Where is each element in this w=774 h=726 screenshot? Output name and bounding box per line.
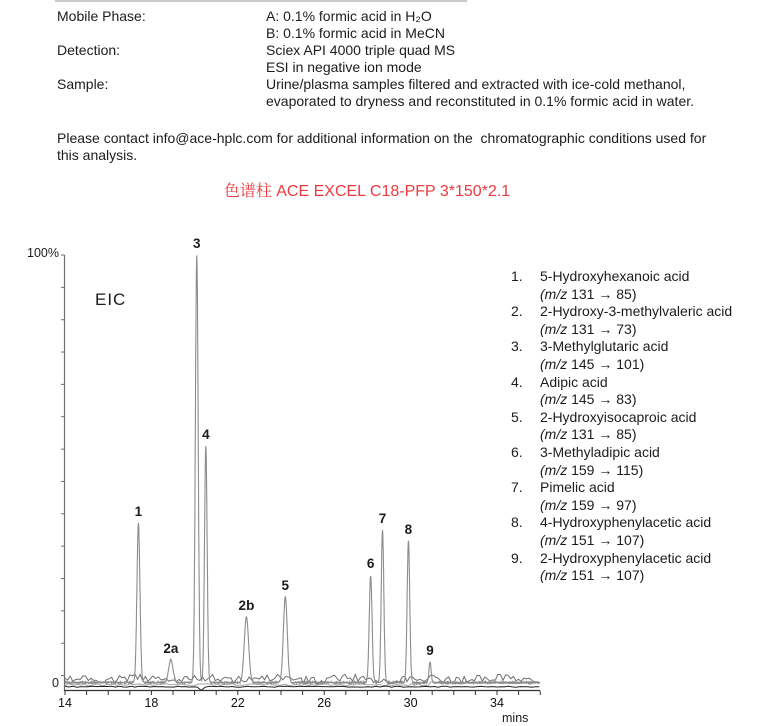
legend-mz-transition: [540, 391, 636, 407]
trace-dark: [65, 686, 539, 690]
legend-mz-transition: [540, 356, 644, 372]
list-item: [511, 444, 773, 479]
detection-label: Detection:: [57, 42, 121, 58]
peak-label-1: 1: [134, 504, 143, 520]
y-axis-top-label: 100%: [27, 246, 59, 260]
legend-compound-name: 3-Methylglutaric acid: [540, 338, 669, 355]
y-axis-bottom-label: 0: [52, 676, 59, 690]
contact-note-line-2: this analysis.: [57, 147, 138, 163]
list-item: [511, 550, 773, 585]
peak-legend: [511, 268, 773, 585]
legend-entry: [540, 409, 773, 444]
trace-peaks: [65, 255, 540, 683]
mz-values: 131 → 85): [567, 426, 637, 443]
mz-italic: (m/z: [540, 355, 568, 372]
peak-label-2a: 2a: [163, 640, 179, 656]
legend-number: 4.: [511, 373, 523, 390]
mobile-phase-a: A: 0.1% formic acid in H₂O: [266, 8, 432, 24]
legend-compound-name: 2-Hydroxyisocaproic acid: [540, 408, 697, 425]
peak-label-5: 5: [281, 578, 290, 594]
legend-entry: [540, 338, 773, 373]
legend-mz-transition: [540, 286, 636, 302]
column-title: 色谱柱 ACE EXCEL C18-PFP 3*150*2.1: [223, 183, 511, 200]
legend-mz-transition: [540, 497, 636, 513]
x-axis-tick-label: 30: [403, 696, 418, 710]
mz-italic: (m/z: [540, 391, 568, 408]
mz-italic: (m/z: [540, 461, 568, 478]
list-item: [511, 374, 773, 409]
mz-italic: (m/z: [540, 285, 568, 302]
x-axis-unit-label: mins: [502, 711, 529, 725]
list-item: [511, 479, 773, 514]
legend-compound-name: Adipic acid: [540, 373, 608, 390]
mz-values: 145 → 83): [567, 391, 637, 408]
mz-italic: (m/z: [540, 567, 568, 584]
x-axis-tick-label: 14: [58, 696, 72, 710]
x-axis-tick-label: 22: [230, 696, 245, 710]
legend-entry: [540, 444, 773, 479]
peak-label-2b: 2b: [238, 597, 255, 613]
mz-values: 159 → 97): [567, 496, 637, 513]
legend-compound-name: 5-Hydroxyhexanoic acid: [540, 268, 690, 284]
legend-entry: [540, 479, 773, 514]
mobile-phase-label: Mobile Phase:: [57, 8, 146, 24]
mz-italic: (m/z: [540, 496, 568, 513]
peak-label-4: 4: [202, 426, 210, 442]
mz-values: 151 → 107): [567, 531, 645, 548]
peak-label-8: 8: [404, 521, 413, 537]
peak-label-9: 9: [426, 643, 434, 659]
mobile-phase-b: B: 0.1% formic acid in MeCN: [266, 25, 445, 41]
legend-compound-name: Pimelic acid: [540, 479, 615, 496]
list-item: [511, 514, 773, 549]
legend-number: 7.: [511, 479, 523, 496]
detection-mode: ESI in negative ion mode: [266, 59, 422, 75]
legend-number: 9.: [511, 549, 523, 566]
list-item: [511, 268, 773, 303]
mz-italic: (m/z: [540, 426, 568, 443]
sample-line-2: evaporated to dryness and reconstituted in 0.1% formic acid in water.: [266, 93, 695, 109]
list-item: [511, 303, 773, 338]
legend-entry: [540, 374, 773, 409]
legend-entry: [540, 514, 773, 549]
detection-instrument: Sciex API 4000 triple quad MS: [266, 42, 456, 58]
peak-label-3: 3: [192, 236, 201, 251]
legend-mz-transition: [540, 321, 636, 337]
x-axis-tick-label: 18: [144, 696, 159, 710]
mz-values: 159 → 115): [567, 461, 644, 478]
legend-compound-name: 2-Hydroxy-3-methylvaleric acid: [540, 303, 733, 320]
legend-compound-name: 3-Methyladipic acid: [540, 443, 660, 460]
legend-mz-transition: [540, 426, 636, 442]
sample-line-1: Urine/plasma samples filtered and extracted with ice-cold methanol,: [266, 76, 686, 92]
legend-mz-transition: [540, 532, 644, 548]
legend-entry: [540, 268, 773, 303]
mz-italic: (m/z: [540, 320, 568, 337]
series-label-eic: EIC: [95, 290, 127, 309]
x-axis-tick-label: 26: [317, 696, 332, 710]
peak-label-6: 6: [366, 556, 375, 572]
mz-italic: (m/z: [540, 531, 568, 548]
legend-entry: [540, 303, 773, 338]
contact-note-line-1: Please contact info@ace-hplc.com for additional information on the chromatographic conditions used for: [57, 130, 707, 146]
sample-label: Sample:: [57, 76, 109, 92]
mz-values: 151 → 107): [567, 567, 645, 584]
legend-compound-name: 4-Hydroxyphenylacetic acid: [540, 514, 712, 531]
list-item: [511, 338, 773, 373]
mz-values: 131 → 73): [567, 320, 637, 337]
legend-mz-transition: [540, 567, 644, 583]
legend-number: 3.: [511, 338, 523, 355]
x-axis-tick-label: 34: [490, 696, 504, 710]
legend-number: 8.: [511, 514, 523, 531]
legend-number: 2.: [511, 303, 523, 320]
legend-number: 1.: [511, 268, 523, 284]
legend-number: 5.: [511, 408, 523, 425]
legend-compound-name: 2-Hydroxyphenylacetic acid: [540, 549, 712, 566]
mz-values: 145 → 101): [567, 355, 645, 372]
peak-label-7: 7: [378, 510, 387, 526]
legend-entry: [540, 550, 773, 585]
mz-values: 131 → 85): [567, 285, 637, 302]
legend-number: 6.: [511, 443, 523, 460]
list-item: [511, 409, 773, 444]
legend-mz-transition: [540, 462, 643, 478]
